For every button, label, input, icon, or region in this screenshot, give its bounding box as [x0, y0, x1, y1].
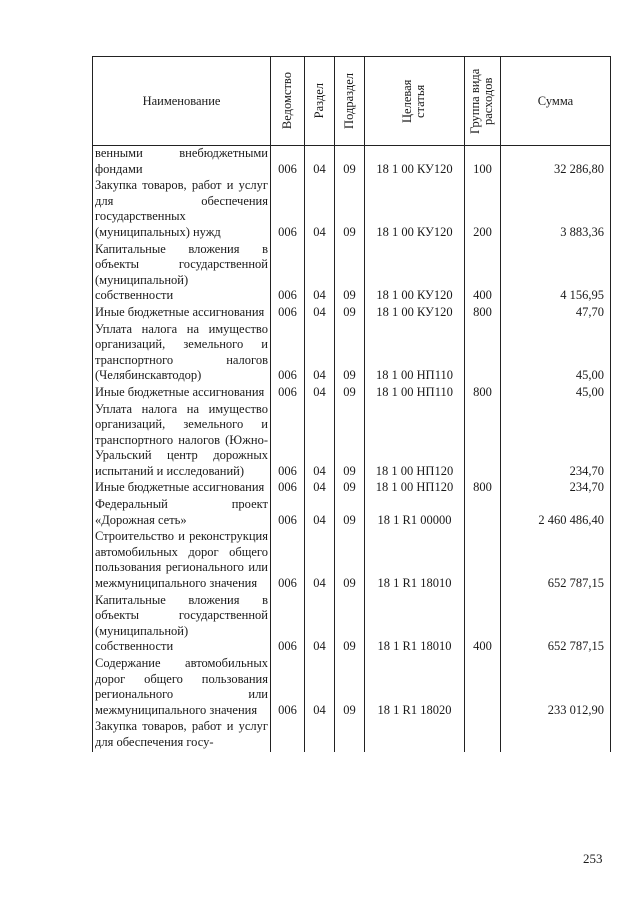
row-summa: 45,00: [501, 322, 611, 385]
table-row: [93, 719, 611, 751]
row-celevaya: 18 1 00 КУ120: [365, 146, 465, 179]
row-podrazdel: 09: [335, 480, 365, 497]
row-celevaya: 18 1 00 КУ120: [365, 305, 465, 322]
row-razdel: 04: [305, 656, 335, 719]
row-podrazdel: 09: [335, 146, 365, 179]
row-celevaya: 18 1 R1 18020: [365, 656, 465, 719]
row-ved: 006: [271, 178, 305, 241]
row-podrazdel: 09: [335, 593, 365, 656]
row-celevaya: 18 1 R1 00000: [365, 497, 465, 529]
row-gruppa: [465, 529, 501, 592]
row-razdel: 04: [305, 593, 335, 656]
row-summa: 233 012,90: [501, 656, 611, 719]
page-number: 253: [583, 851, 603, 866]
row-ved: 006: [271, 402, 305, 481]
row-podrazdel: 09: [335, 242, 365, 305]
row-ved: 006: [271, 242, 305, 305]
row-podrazdel: 09: [335, 178, 365, 241]
row-summa: 4 156,95: [501, 242, 611, 305]
row-razdel: 04: [305, 529, 335, 592]
table-row: [93, 146, 611, 179]
header-name: Наименование: [93, 57, 271, 146]
header-gruppa: [465, 57, 501, 146]
row-ved: [271, 719, 305, 751]
header-podrazdel-label: Подраздел: [342, 73, 356, 129]
row-ved: 006: [271, 322, 305, 385]
row-summa: 652 787,15: [501, 529, 611, 592]
header-ved-label: Ведомство: [280, 72, 294, 130]
table-row: [93, 497, 611, 529]
row-gruppa: 800: [465, 385, 501, 402]
header-celevaya-label: Целевая статья: [399, 79, 427, 123]
row-razdel: [305, 719, 335, 751]
row-celevaya: 18 1 00 НП120: [365, 402, 465, 481]
header-summa: Сумма: [501, 57, 611, 146]
row-razdel: 04: [305, 497, 335, 529]
table-row: [93, 242, 611, 305]
header-celevaya: [365, 57, 465, 146]
row-name: Федеральный проект «Дорожная сеть»: [93, 497, 271, 529]
row-name: Уплата налога на имущество организаций, земельного и транспортного налогов (Южно-Уральский центр дорожных испытаний и исследований): [93, 402, 271, 481]
row-summa: 2 460 486,40: [501, 497, 611, 529]
row-podrazdel: 09: [335, 656, 365, 719]
row-celevaya: 18 1 00 НП110: [365, 322, 465, 385]
row-podrazdel: 09: [335, 497, 365, 529]
table-row: [93, 529, 611, 592]
row-celevaya: 18 1 00 КУ120: [365, 242, 465, 305]
row-podrazdel: 09: [335, 305, 365, 322]
row-gruppa: 800: [465, 305, 501, 322]
table-row: [93, 593, 611, 656]
row-celevaya: 18 1 R1 18010: [365, 593, 465, 656]
row-ved: 006: [271, 593, 305, 656]
row-name: Капитальные вложения в объекты государственной (муниципальной) собственности: [93, 593, 271, 656]
budget-table-sheet: [92, 56, 610, 752]
row-celevaya: 18 1 00 НП110: [365, 385, 465, 402]
budget-table: [92, 56, 611, 752]
table-row: [93, 322, 611, 385]
row-name: Строительство и реконструкция автомобильных дорог общего пользования регионального или межмуниципального значения: [93, 529, 271, 592]
header-gruppa-label: Группа вида расходов: [467, 68, 495, 134]
row-summa: 234,70: [501, 480, 611, 497]
row-gruppa: 400: [465, 242, 501, 305]
header-razdel: [305, 57, 335, 146]
row-razdel: 04: [305, 178, 335, 241]
table-row: [93, 385, 611, 402]
row-summa: [501, 719, 611, 751]
row-summa: 234,70: [501, 402, 611, 481]
row-name: Капитальные вложения в объекты государственной (муниципальной) собственности: [93, 242, 271, 305]
row-gruppa: [465, 497, 501, 529]
row-name: Уплата налога на имущество организаций, земельного и транспортного налогов (Челябинскавтодор): [93, 322, 271, 385]
header-razdel-label: Раздел: [312, 83, 326, 119]
row-ved: 006: [271, 656, 305, 719]
row-razdel: 04: [305, 385, 335, 402]
row-ved: 006: [271, 480, 305, 497]
row-gruppa: 100: [465, 146, 501, 179]
row-summa: 32 286,80: [501, 146, 611, 179]
row-razdel: 04: [305, 242, 335, 305]
table-body: [93, 146, 611, 752]
table-row: [93, 178, 611, 241]
table-row: [93, 656, 611, 719]
table-row: [93, 480, 611, 497]
row-ved: 006: [271, 497, 305, 529]
table-row: [93, 402, 611, 481]
row-summa: 3 883,36: [501, 178, 611, 241]
row-podrazdel: 09: [335, 529, 365, 592]
table-row: [93, 305, 611, 322]
row-summa: 45,00: [501, 385, 611, 402]
row-ved: 006: [271, 385, 305, 402]
row-name: Иные бюджетные ассигнования: [93, 480, 271, 497]
row-razdel: 04: [305, 322, 335, 385]
row-celevaya: 18 1 00 НП120: [365, 480, 465, 497]
row-razdel: 04: [305, 402, 335, 481]
row-name: Закупка товаров, работ и услуг для обеспечения государственных (муниципальных) нужд: [93, 178, 271, 241]
row-celevaya: 18 1 R1 18010: [365, 529, 465, 592]
row-ved: 006: [271, 305, 305, 322]
row-podrazdel: 09: [335, 322, 365, 385]
row-name: Иные бюджетные ассигнования: [93, 385, 271, 402]
row-summa: 652 787,15: [501, 593, 611, 656]
row-ved: 006: [271, 146, 305, 179]
row-gruppa: [465, 402, 501, 481]
row-gruppa: [465, 656, 501, 719]
row-gruppa: [465, 719, 501, 751]
row-razdel: 04: [305, 480, 335, 497]
table-header-row: [93, 57, 611, 146]
row-celevaya: [365, 719, 465, 751]
row-name: Закупка товаров, работ и услуг для обеспечения госу-: [93, 719, 271, 751]
row-summa: 47,70: [501, 305, 611, 322]
row-podrazdel: [335, 719, 365, 751]
row-name: Иные бюджетные ассигнования: [93, 305, 271, 322]
row-gruppa: 800: [465, 480, 501, 497]
row-razdel: 04: [305, 305, 335, 322]
header-ved: [271, 57, 305, 146]
row-podrazdel: 09: [335, 385, 365, 402]
row-razdel: 04: [305, 146, 335, 179]
row-ved: 006: [271, 529, 305, 592]
row-celevaya: 18 1 00 КУ120: [365, 178, 465, 241]
row-gruppa: 400: [465, 593, 501, 656]
row-podrazdel: 09: [335, 402, 365, 481]
row-name: Содержание автомобильных дорог общего пользования регионального или межмуниципального значения: [93, 656, 271, 719]
row-gruppa: [465, 322, 501, 385]
row-gruppa: 200: [465, 178, 501, 241]
header-podrazdel: [335, 57, 365, 146]
row-name: венными внебюджетными фондами: [93, 146, 271, 179]
